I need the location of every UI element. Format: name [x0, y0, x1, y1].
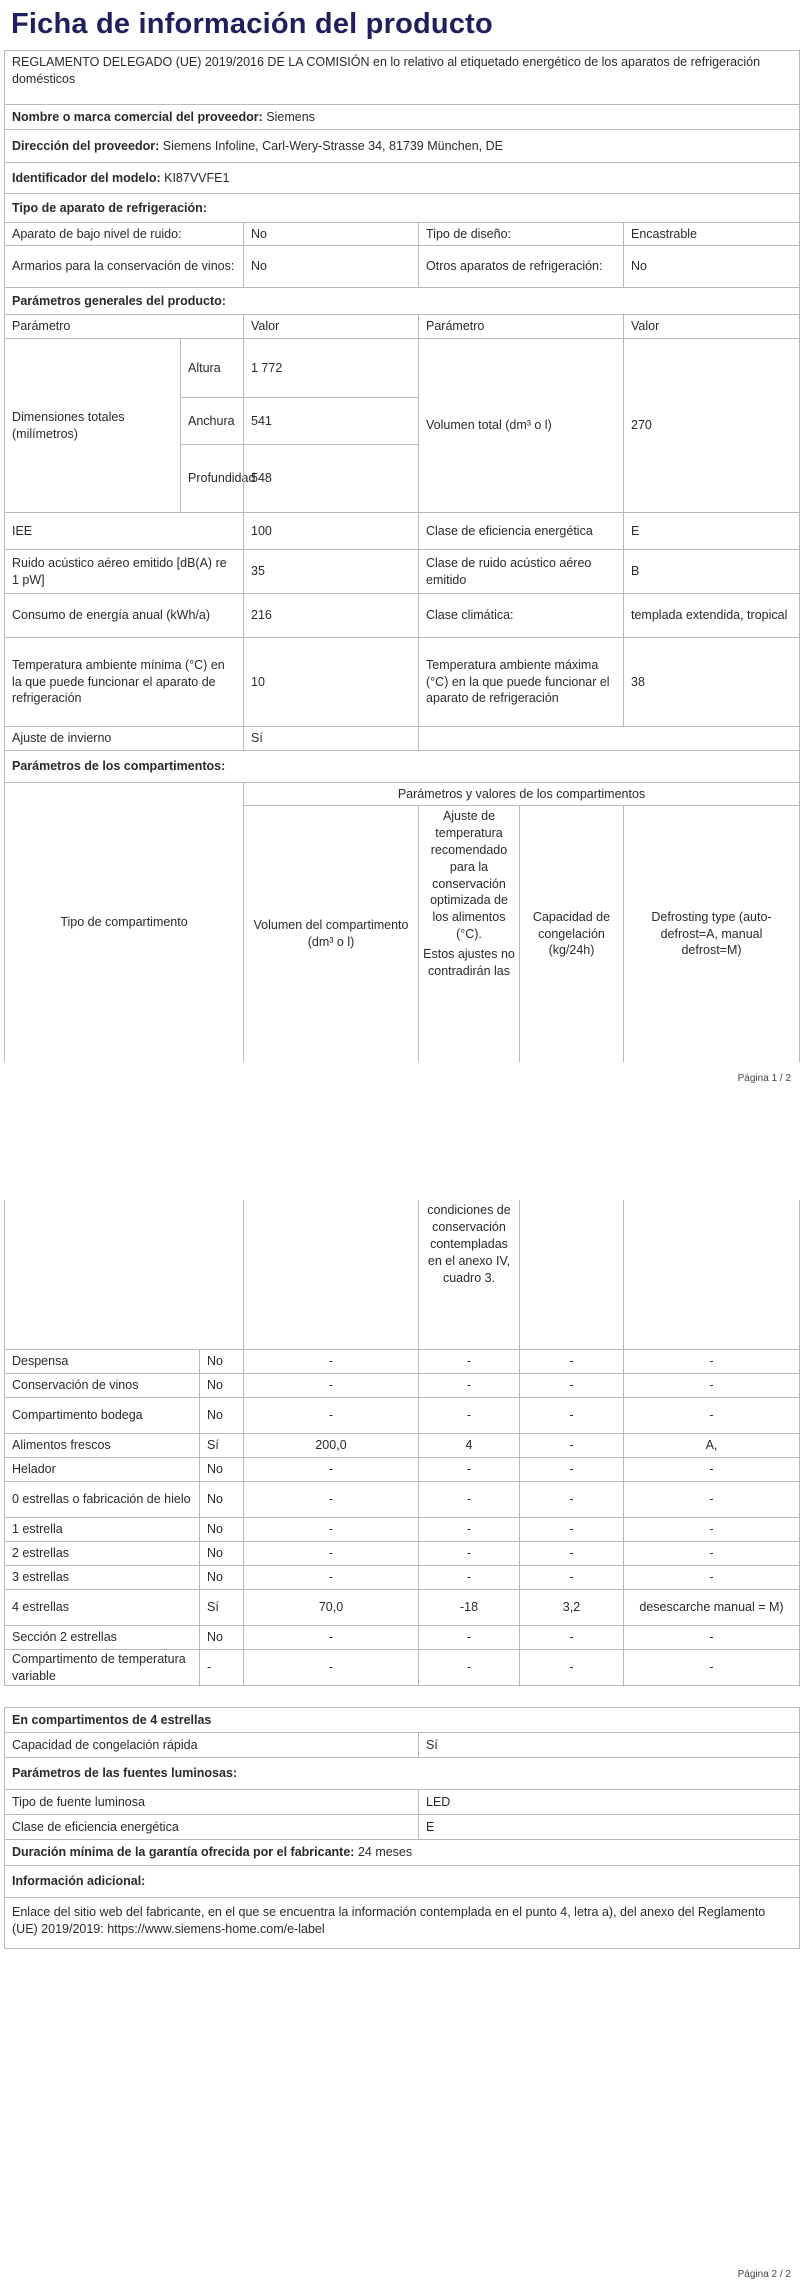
compartment-temperature: -: [418, 1517, 520, 1542]
defrosting-type-header-cont: [623, 1200, 800, 1350]
compartment-freezing-capacity: -: [519, 1349, 624, 1374]
compartment-name: Alimentos frescos: [4, 1433, 200, 1458]
iee-value: 100: [243, 512, 419, 550]
other-appliance-label: Otros aparatos de refrigeración:: [418, 245, 624, 288]
light-class-label: Clase de eficiencia energética: [4, 1814, 419, 1840]
noise-label: Ruido acústico aéreo emitido [dB(A) re 1 pW]: [4, 549, 244, 594]
compartment-freezing-capacity: 3,2: [519, 1589, 624, 1626]
page-number: Página 1 / 2: [737, 1073, 791, 1084]
compartments-heading: Parámetros de los compartimentos:: [4, 750, 800, 783]
compartment-defrost-type: -: [623, 1517, 800, 1542]
compartment-freezing-capacity: -: [519, 1457, 624, 1482]
compartment-freezing-capacity: -: [519, 1625, 624, 1650]
width-value: 541: [243, 397, 419, 445]
compartment-volume: 200,0: [243, 1433, 419, 1458]
energy-class-value: E: [623, 512, 800, 550]
max-temp-label: Temperatura ambiente máxima (°C) en la que puede funcionar el aparato de refrigeración: [418, 637, 624, 727]
light-source-heading: Parámetros de las fuentes luminosas:: [4, 1757, 800, 1790]
page-1: [0, 0, 800, 1120]
compartment-type-header-cont: [4, 1200, 244, 1350]
supplier-name-row: [4, 104, 800, 130]
compartment-name: 4 estrellas: [4, 1589, 200, 1626]
warranty-label: Duración mínima de la garantía ofrecida por el fabricante:: [12, 1845, 355, 1860]
col-header-param-2: Parámetro: [418, 314, 624, 339]
compartment-temperature: -: [418, 1565, 520, 1590]
supplier-name-label: Nombre o marca comercial del proveedor:: [12, 109, 263, 124]
compartment-volume: -: [243, 1457, 419, 1482]
compartment-present: No: [199, 1349, 244, 1374]
compartment-name: Sección 2 estrellas: [4, 1625, 200, 1650]
compartment-type-header: Tipo de compartimento: [4, 782, 244, 1062]
max-temp-value: 38: [623, 637, 800, 727]
recommended-temp-header-note: Estos ajustes no contradirán las: [423, 947, 515, 978]
compartment-present: -: [199, 1649, 244, 1686]
climate-class-value: templada extendida, tropical: [623, 593, 800, 638]
compartment-temperature: -: [418, 1625, 520, 1650]
page-number: Página 2 / 2: [737, 2269, 791, 2280]
col-header-value: Valor: [243, 314, 419, 339]
compartment-volume: -: [243, 1349, 419, 1374]
height-value: 1 772: [243, 338, 419, 398]
compartment-name: Helador: [4, 1457, 200, 1482]
compartment-present: No: [199, 1457, 244, 1482]
compartment-volume: -: [243, 1397, 419, 1434]
model-id-label: Identificador del modelo:: [12, 170, 161, 185]
supplier-name-value: Siemens: [266, 109, 315, 124]
noise-value: 35: [243, 549, 419, 594]
climate-class-label: Clase climática:: [418, 593, 624, 638]
compartment-freezing-capacity: -: [519, 1541, 624, 1566]
supplier-address-value: Siemens Infoline, Carl-Wery-Strasse 34, 81739 München, DE: [162, 138, 503, 153]
page-title: Ficha de información del producto: [11, 8, 493, 40]
other-appliance-value: No: [623, 245, 800, 288]
winter-setting-label: Ajuste de invierno: [4, 726, 244, 751]
wine-cabinet-value: No: [243, 245, 419, 288]
compartment-name: 0 estrellas o fabricación de hielo: [4, 1481, 200, 1518]
recommended-temp-header-cont: condiciones de conservación contempladas en el anexo IV, cuadro 3.: [418, 1200, 520, 1350]
light-class-value: E: [418, 1814, 800, 1840]
depth-label: Profundidad: [180, 444, 244, 513]
compartment-name: 3 estrellas: [4, 1565, 200, 1590]
total-volume-value: 270: [623, 338, 800, 513]
model-id-value: KI87VVFE1: [164, 170, 230, 185]
compartment-defrost-type: -: [623, 1649, 800, 1686]
compartment-present: No: [199, 1517, 244, 1542]
compartment-params-group-header: Parámetros y valores de los compartimentos: [243, 782, 800, 806]
supplier-address-row: [4, 129, 800, 163]
compartment-temperature: -: [418, 1397, 520, 1434]
compartment-present: No: [199, 1625, 244, 1650]
compartment-freezing-capacity: -: [519, 1649, 624, 1686]
four-star-heading: En compartimentos de 4 estrellas: [4, 1707, 800, 1733]
compartment-freezing-capacity: -: [519, 1517, 624, 1542]
page-2: [0, 1120, 800, 2285]
additional-info-heading: Información adicional:: [4, 1865, 800, 1898]
min-temp-label: Temperatura ambiente mínima (°C) en la que puede funcionar el aparato de refrigeración: [4, 637, 244, 727]
compartment-temperature: -: [418, 1373, 520, 1398]
fast-freeze-value: Sí: [418, 1732, 800, 1758]
defrosting-type-header: Defrosting type (auto-defrost=A, manual defrost=M): [623, 805, 800, 1062]
compartment-defrost-type: -: [623, 1373, 800, 1398]
recommended-temp-header: [418, 805, 520, 1062]
light-type-value: LED: [418, 1789, 800, 1815]
noise-class-value: B: [623, 549, 800, 594]
regulation-text: REGLAMENTO DELEGADO (UE) 2019/2016 DE LA COMISIÓN en lo relativo al etiquetado energético de los aparatos de refrigeración domésticos: [4, 50, 800, 105]
annual-energy-value: 216: [243, 593, 419, 638]
wine-cabinet-label: Armarios para la conservación de vinos:: [4, 245, 244, 288]
light-type-label: Tipo de fuente luminosa: [4, 1789, 419, 1815]
compartment-freezing-capacity: -: [519, 1433, 624, 1458]
compartment-present: No: [199, 1397, 244, 1434]
total-volume-label: Volumen total (dm³ o l): [418, 338, 624, 513]
supplier-address-label: Dirección del proveedor:: [12, 138, 160, 153]
compartment-defrost-type: A,: [623, 1433, 800, 1458]
depth-value: 548: [243, 444, 419, 513]
compartment-name: Compartimento bodega: [4, 1397, 200, 1434]
compartment-volume: -: [243, 1481, 419, 1518]
compartment-volume: -: [243, 1565, 419, 1590]
compartment-freezing-capacity: -: [519, 1565, 624, 1590]
compartment-freezing-capacity: -: [519, 1397, 624, 1434]
min-temp-value: 10: [243, 637, 419, 727]
iee-label: IEE: [4, 512, 244, 550]
additional-info-text: Enlace del sitio web del fabricante, en el que se encuentra la información contemplada en el punto 4, letra a), del anexo del Reglamento (UE) 2019/2019: https://www.siemens-home.com/e-label: [4, 1897, 800, 1949]
compartment-volume-header-cont: [243, 1200, 419, 1350]
recommended-temp-header-text: Ajuste de temperatura recomendado para la conservación optimizada de los alimentos (°C).: [430, 809, 508, 942]
compartment-temperature: -: [418, 1457, 520, 1482]
freezing-capacity-header: Capacidad de congelación (kg/24h): [519, 805, 624, 1062]
compartment-temperature: -: [418, 1541, 520, 1566]
width-label: Anchura: [180, 397, 244, 445]
design-type-label: Tipo de diseño:: [418, 222, 624, 246]
compartment-name: Despensa: [4, 1349, 200, 1374]
compartment-freezing-capacity: -: [519, 1481, 624, 1518]
warranty-value: 24 meses: [357, 1845, 413, 1860]
compartment-volume: -: [243, 1625, 419, 1650]
col-header-value-2: Valor: [623, 314, 800, 339]
compartment-temperature: -: [418, 1481, 520, 1518]
winter-setting-value: Sí: [243, 726, 419, 751]
compartment-temperature: -18: [418, 1589, 520, 1626]
low-noise-label: Aparato de bajo nivel de ruido:: [4, 222, 244, 246]
compartment-temperature: 4: [418, 1433, 520, 1458]
compartment-freezing-capacity: -: [519, 1373, 624, 1398]
compartment-present: No: [199, 1565, 244, 1590]
compartment-present: No: [199, 1481, 244, 1518]
compartment-name: 2 estrellas: [4, 1541, 200, 1566]
dimensions-label: Dimensiones totales (milímetros): [4, 338, 181, 513]
general-params-heading: Parámetros generales del producto:: [4, 287, 800, 315]
compartment-temperature: -: [418, 1649, 520, 1686]
compartment-volume: -: [243, 1541, 419, 1566]
compartment-defrost-type: -: [623, 1349, 800, 1374]
warranty-row: [4, 1839, 800, 1866]
compartment-volume: 70,0: [243, 1589, 419, 1626]
empty-cell: [418, 726, 800, 751]
compartment-defrost-type: -: [623, 1397, 800, 1434]
appliance-type-heading: Tipo de aparato de refrigeración:: [4, 193, 800, 223]
compartment-present: Sí: [199, 1433, 244, 1458]
design-type-value: Encastrable: [623, 222, 800, 246]
compartment-present: No: [199, 1541, 244, 1566]
height-label: Altura: [180, 338, 244, 398]
compartment-present: Sí: [199, 1589, 244, 1626]
compartment-defrost-type: -: [623, 1481, 800, 1518]
fast-freeze-label: Capacidad de congelación rápida: [4, 1732, 419, 1758]
compartment-volume: -: [243, 1373, 419, 1398]
annual-energy-label: Consumo de energía anual (kWh/a): [4, 593, 244, 638]
compartment-volume: -: [243, 1517, 419, 1542]
compartment-defrost-type: desescarche manual = M): [623, 1589, 800, 1626]
compartment-defrost-type: -: [623, 1457, 800, 1482]
compartment-defrost-type: -: [623, 1541, 800, 1566]
compartment-name: Compartimento de temperatura variable: [4, 1649, 200, 1686]
compartment-name: Conservación de vinos: [4, 1373, 200, 1398]
compartment-defrost-type: -: [623, 1565, 800, 1590]
energy-class-label: Clase de eficiencia energética: [418, 512, 624, 550]
col-header-param: Parámetro: [4, 314, 244, 339]
noise-class-label: Clase de ruido acústico aéreo emitido: [418, 549, 624, 594]
compartment-defrost-type: -: [623, 1625, 800, 1650]
model-id-row: [4, 162, 800, 194]
low-noise-value: No: [243, 222, 419, 246]
freezing-capacity-header-cont: [519, 1200, 624, 1350]
compartment-volume-header: Volumen del compartimento (dm³ o l): [243, 805, 419, 1062]
compartment-name: 1 estrella: [4, 1517, 200, 1542]
compartment-volume: -: [243, 1649, 419, 1686]
compartment-present: No: [199, 1373, 244, 1398]
compartment-temperature: -: [418, 1349, 520, 1374]
